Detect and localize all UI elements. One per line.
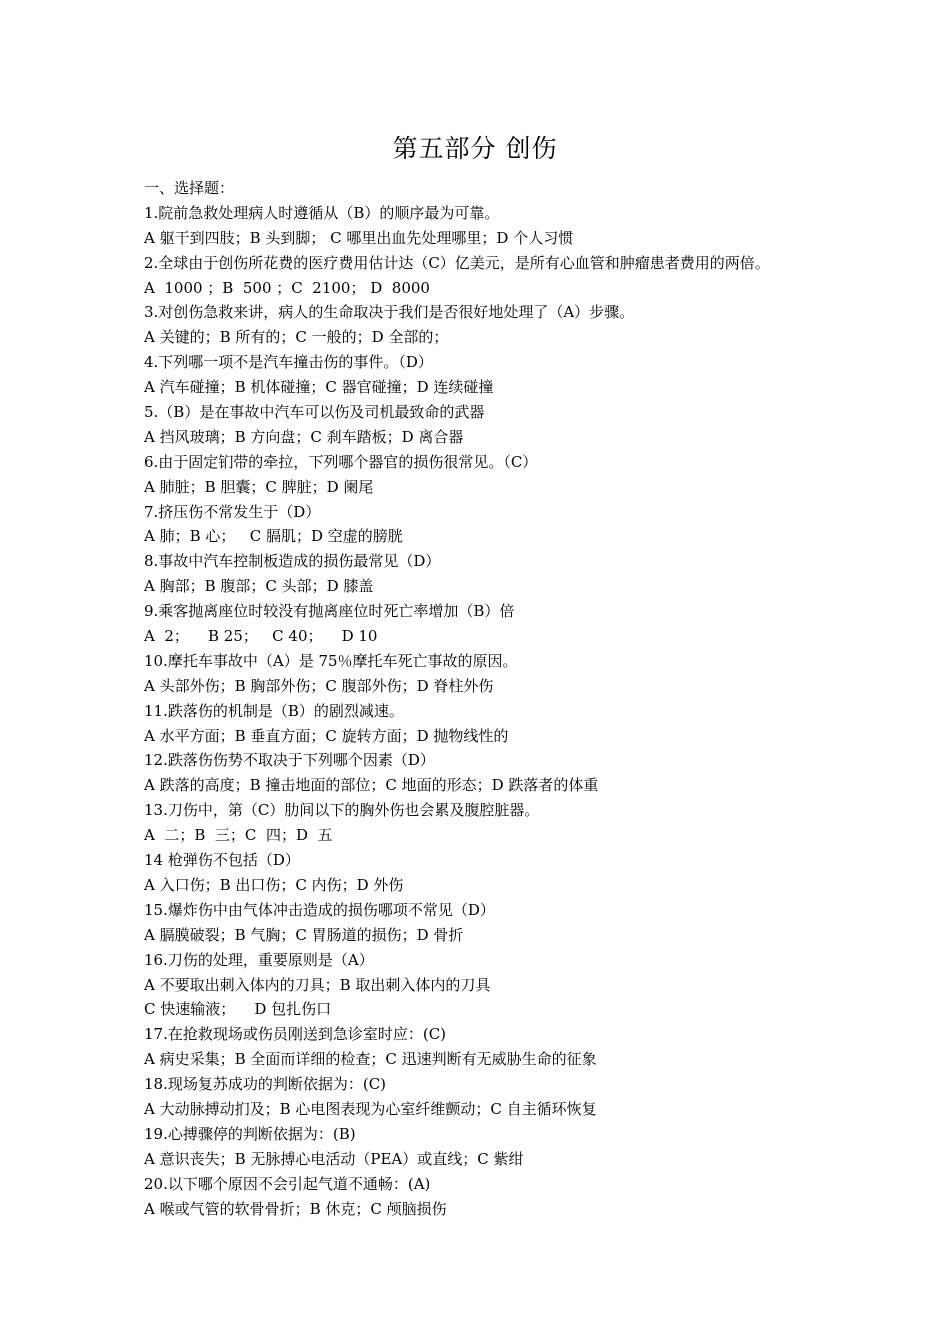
- question-20: 20.以下哪个原因不会引起气道不通畅：(A): [144, 1174, 431, 1193]
- options-16a: A 不要取出刺入体内的刀具；B 取出刺入体内的刀具: [144, 975, 491, 994]
- document-body: [144, 176, 864, 1221]
- options-6: A 肺脏；B 胆囊；C 脾脏；D 阑尾: [144, 477, 374, 496]
- question-12: 12.跌落伤伤势不取决于下列哪个因素（D）: [144, 751, 435, 770]
- question-6: 6.由于固定钔带的牵拉，下列哪个器官的损伤很常见。（C）: [144, 452, 538, 471]
- question-3: 3.对创伤急救来讲，病人的生命取决于我们是否很好地处理了（A）步骤。: [144, 303, 635, 322]
- options-5: A 挡风玻璃；B 方向盘；C 刹车踏板；D 离合器: [144, 427, 464, 446]
- options-20: A 喉或气管的软骨骨折；B 休克；C 颅脑损伤: [144, 1199, 447, 1218]
- options-19: A 意识丧失；B 无脉搏心电活动（PEA）或直线；C 紫绀: [144, 1149, 524, 1168]
- question-7: 7.挤压伤不常发生于（D）: [144, 502, 321, 521]
- page-title: 第五部分 创伤: [392, 134, 558, 163]
- question-16: 16.刀伤的处理，重要原则是（A）: [144, 950, 374, 969]
- options-11: A 水平方面；B 垂直方面；C 旋转方面；D 抛物线性的: [144, 726, 509, 745]
- options-16b: C 快速输液； D 包扎伤口: [144, 1000, 332, 1019]
- section-heading: 一、选择题：: [144, 179, 235, 197]
- question-9: 9.乘客抛离座位时较没有抛离座位时死亡率增加（B）倍: [144, 602, 515, 621]
- question-4: 4.下列哪一项不是汽车撞击伤的事件。（D）: [144, 353, 433, 372]
- options-15: A 膈膜破裂；B 气胸；C 胃肠道的损伤；D 骨折: [144, 925, 464, 944]
- question-17: 17.在抢救现场或伤员刚送到急诊室时应：(C): [144, 1025, 447, 1044]
- options-1: A 躯干到四肢；B 头到脚； C 哪里出血先处理哪里；D 个人习惯: [144, 228, 574, 247]
- options-2: A 1000 ；B 500 ；C 2100； D 8000: [144, 278, 430, 297]
- options-12: A 跌落的高度；B 撞击地面的部位；C 地面的形态；D 跌落者的体重: [144, 776, 599, 795]
- options-13: A 二；B 三；C 四；D 五: [144, 826, 333, 845]
- options-10: A 头部外伤；B 胸部外伤；C 腹部外伤；D 脊柱外伤: [144, 676, 494, 695]
- question-11: 11.跌落伤的机制是（B）的剧烈减速。: [144, 701, 404, 720]
- question-19: 19.心搏骤停的判断依据为：(B): [144, 1124, 356, 1143]
- options-7: A 肺；B 心； C 膈肌；D 空虚的膀胱: [144, 527, 403, 546]
- question-10: 10.摩托车事故中（A）是 75％摩托车死亡事故的原因。: [144, 651, 518, 670]
- options-3: A 关键的；B 所有的；C 一般的；D 全部的；: [144, 328, 449, 347]
- question-2: 2.全球由于创伤所花费的医疗费用估计达（C）亿美元，是所有心血管和肿瘤患者费用的两倍。: [144, 253, 770, 272]
- options-9: A 2； B 25； C 40； D 10: [144, 627, 378, 646]
- question-13: 13.刀伤中，第（C）肋间以下的胸外伤也会累及腹腔脏器。: [144, 801, 540, 820]
- options-17: A 病史采集；B 全面而详细的检查；C 迅速判断有无威胁生命的征象: [144, 1050, 597, 1069]
- question-15: 15.爆炸伤中由气体冲击造成的损伤哪项不常见（D）: [144, 900, 495, 919]
- question-14: 14 枪弹伤不包括（D）: [144, 851, 300, 870]
- question-8: 8.事故中汽车控制板造成的损伤最常见（D）: [144, 552, 441, 571]
- question-1: 1.院前急救处理病人时遵循从（B）的顺序最为可靠。: [144, 203, 500, 222]
- options-8: A 胸部；B 腹部；C 头部；D 膝盖: [144, 577, 374, 596]
- question-18: 18.现场复苏成功的判断依据为：(C): [144, 1075, 387, 1094]
- options-4: A 汽车碰撞；B 机体碰撞；C 器官碰撞；D 连续碰撞: [144, 378, 494, 397]
- options-14: A 入口伤；B 出口伤；C 内伤；D 外伤: [144, 875, 404, 894]
- question-5: 5.（B）是在事故中汽车可以伤及司机最致命的武器: [144, 403, 485, 422]
- options-18: A 大动脉搏动扪及；B 心电图表现为心室纤维颤动；C 自主循环恢复: [144, 1099, 597, 1118]
